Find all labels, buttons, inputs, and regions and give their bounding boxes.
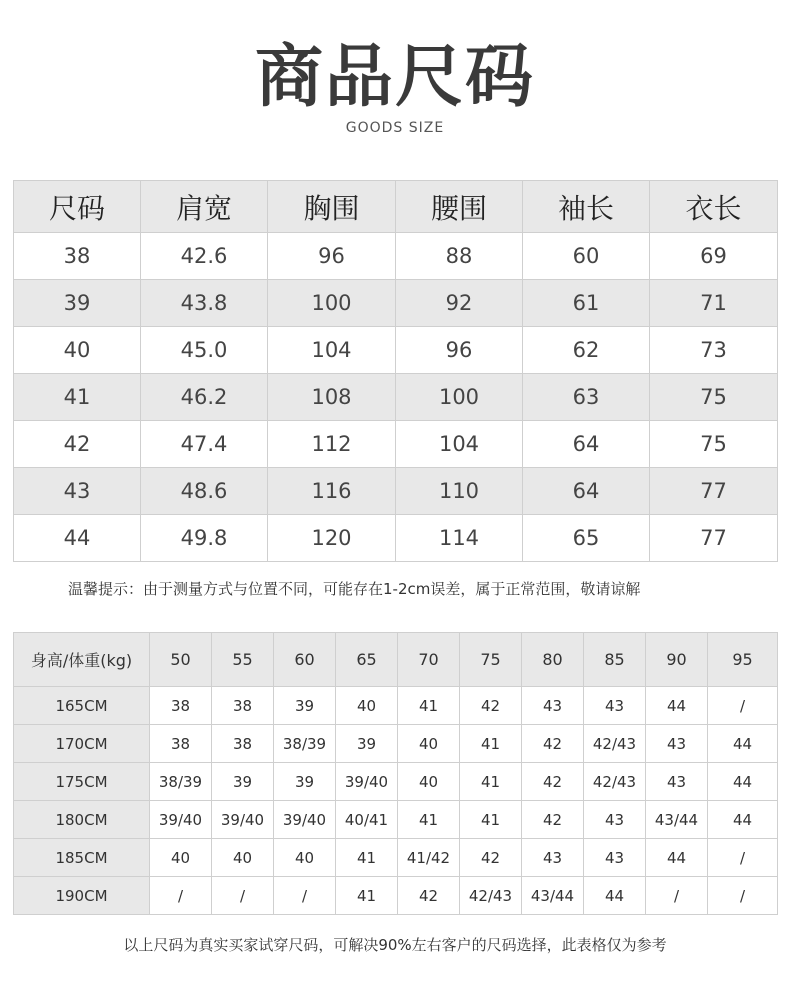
size-table-header-row — [14, 181, 778, 233]
table-cell: 47.4 — [141, 421, 268, 468]
table-row — [14, 839, 778, 877]
table-cell: / — [708, 687, 778, 725]
column-header: 胸围 — [268, 181, 396, 233]
table-cell: 43 — [584, 687, 646, 725]
table-row — [14, 421, 778, 468]
column-header: 85 — [584, 633, 646, 687]
height-weight-header-row — [14, 633, 778, 687]
table-cell: 60 — [523, 233, 650, 280]
table-cell: 45.0 — [141, 327, 268, 374]
table-cell: 43/44 — [646, 801, 708, 839]
table-cell: 43 — [646, 725, 708, 763]
row-header: 170CM — [14, 725, 150, 763]
table-cell: 39/40 — [150, 801, 212, 839]
table-cell: 38 — [150, 687, 212, 725]
table-cell: 61 — [523, 280, 650, 327]
height-weight-table — [13, 632, 778, 915]
page-subtitle: GOODS SIZE — [345, 120, 445, 136]
table-cell: 108 — [268, 374, 396, 421]
table-row — [14, 515, 778, 562]
table-cell: 63 — [523, 374, 650, 421]
column-header: 50 — [150, 633, 212, 687]
table-cell: 38/39 — [274, 725, 336, 763]
column-header: 尺码 — [14, 181, 141, 233]
table-cell: 44 — [708, 725, 778, 763]
table-cell: 40 — [336, 687, 398, 725]
table-cell: 43 — [584, 839, 646, 877]
table-cell: 44 — [646, 687, 708, 725]
table-cell: 69 — [650, 233, 778, 280]
table-row — [14, 877, 778, 915]
table-cell: 43.8 — [141, 280, 268, 327]
table-cell: 77 — [650, 468, 778, 515]
table-cell: 65 — [523, 515, 650, 562]
table-cell: / — [274, 877, 336, 915]
table-cell: 48.6 — [141, 468, 268, 515]
row-header: 190CM — [14, 877, 150, 915]
table-cell: 44 — [584, 877, 646, 915]
table-cell: / — [708, 839, 778, 877]
table-cell: / — [708, 877, 778, 915]
table-cell: 62 — [523, 327, 650, 374]
column-header: 袖长 — [523, 181, 650, 233]
table-cell: 38 — [14, 233, 141, 280]
table-cell: 41/42 — [398, 839, 460, 877]
table-cell: 39 — [212, 763, 274, 801]
table-cell: 40/41 — [336, 801, 398, 839]
table-cell: 114 — [396, 515, 523, 562]
table-row — [14, 468, 778, 515]
table-cell: 41 — [460, 725, 522, 763]
table-row — [14, 687, 778, 725]
table-cell: 88 — [396, 233, 523, 280]
table-cell: 40 — [14, 327, 141, 374]
table-cell: 42/43 — [584, 725, 646, 763]
table-cell: 40 — [212, 839, 274, 877]
table-cell: 39 — [274, 687, 336, 725]
row-header: 175CM — [14, 763, 150, 801]
table-cell: 104 — [268, 327, 396, 374]
table-cell: 39 — [14, 280, 141, 327]
table-cell: 43/44 — [522, 877, 584, 915]
table-cell: 41 — [398, 687, 460, 725]
row-header: 185CM — [14, 839, 150, 877]
table-cell: 40 — [150, 839, 212, 877]
table-cell: 41 — [14, 374, 141, 421]
table-cell: 43 — [646, 763, 708, 801]
table-cell: 43 — [522, 687, 584, 725]
table-cell: 40 — [398, 725, 460, 763]
table-row — [14, 280, 778, 327]
table-cell: 40 — [398, 763, 460, 801]
table-row — [14, 233, 778, 280]
table-cell: 73 — [650, 327, 778, 374]
row-header: 165CM — [14, 687, 150, 725]
table-cell: 44 — [646, 839, 708, 877]
table-cell: 43 — [584, 801, 646, 839]
measurement-tip: 温馨提示：由于测量方式与位置不同，可能存在1-2cm误差，属于正常范围，敬请谅解 — [68, 580, 641, 598]
table-cell: 44 — [14, 515, 141, 562]
table-cell: 42 — [522, 725, 584, 763]
table-cell: 44 — [708, 763, 778, 801]
table-cell: 42 — [522, 763, 584, 801]
column-header: 身高/体重(kg) — [14, 633, 150, 687]
table-cell: 38 — [212, 725, 274, 763]
table-cell: 38/39 — [150, 763, 212, 801]
table-row — [14, 374, 778, 421]
table-cell: 100 — [268, 280, 396, 327]
table-cell: 41 — [336, 877, 398, 915]
table-cell: 64 — [523, 468, 650, 515]
table-cell: 71 — [650, 280, 778, 327]
table-cell: 42 — [460, 839, 522, 877]
column-header: 80 — [522, 633, 584, 687]
table-cell: 116 — [268, 468, 396, 515]
column-header: 腰围 — [396, 181, 523, 233]
table-cell: 42 — [14, 421, 141, 468]
table-cell: 96 — [396, 327, 523, 374]
table-row — [14, 327, 778, 374]
table-row — [14, 725, 778, 763]
table-cell: 42 — [460, 687, 522, 725]
footnote: 以上尺码为真实买家试穿尺码，可解决90%左右客户的尺码选择，此表格仅为参考 — [123, 936, 667, 954]
column-header: 60 — [274, 633, 336, 687]
table-cell: 42/43 — [460, 877, 522, 915]
table-cell: 44 — [708, 801, 778, 839]
table-cell: 64 — [523, 421, 650, 468]
table-cell: 75 — [650, 421, 778, 468]
table-cell: 40 — [274, 839, 336, 877]
table-cell: 42/43 — [584, 763, 646, 801]
table-cell: 43 — [14, 468, 141, 515]
table-cell: 42.6 — [141, 233, 268, 280]
table-row — [14, 763, 778, 801]
table-cell: 41 — [398, 801, 460, 839]
column-header: 肩宽 — [141, 181, 268, 233]
table-cell: / — [150, 877, 212, 915]
table-cell: 120 — [268, 515, 396, 562]
column-header: 衣长 — [650, 181, 778, 233]
table-cell: 41 — [336, 839, 398, 877]
table-cell: 41 — [460, 763, 522, 801]
table-cell: 41 — [460, 801, 522, 839]
table-cell: 92 — [396, 280, 523, 327]
table-cell: 110 — [396, 468, 523, 515]
column-header: 95 — [708, 633, 778, 687]
table-row — [14, 801, 778, 839]
column-header: 90 — [646, 633, 708, 687]
table-cell: 75 — [650, 374, 778, 421]
table-cell: 39 — [336, 725, 398, 763]
table-cell: 39 — [274, 763, 336, 801]
table-cell: 96 — [268, 233, 396, 280]
page-title: 商品尺码 — [254, 38, 535, 117]
table-cell: 39/40 — [274, 801, 336, 839]
table-cell: 39/40 — [212, 801, 274, 839]
column-header: 75 — [460, 633, 522, 687]
size-table — [13, 180, 778, 562]
table-cell: 100 — [396, 374, 523, 421]
column-header: 55 — [212, 633, 274, 687]
column-header: 70 — [398, 633, 460, 687]
table-cell: 112 — [268, 421, 396, 468]
table-cell: / — [212, 877, 274, 915]
table-cell: 42 — [398, 877, 460, 915]
table-cell: / — [646, 877, 708, 915]
table-cell: 104 — [396, 421, 523, 468]
table-cell: 43 — [522, 839, 584, 877]
column-header: 65 — [336, 633, 398, 687]
table-cell: 49.8 — [141, 515, 268, 562]
table-cell: 38 — [212, 687, 274, 725]
table-cell: 39/40 — [336, 763, 398, 801]
table-cell: 46.2 — [141, 374, 268, 421]
row-header: 180CM — [14, 801, 150, 839]
table-cell: 42 — [522, 801, 584, 839]
table-cell: 77 — [650, 515, 778, 562]
table-cell: 38 — [150, 725, 212, 763]
